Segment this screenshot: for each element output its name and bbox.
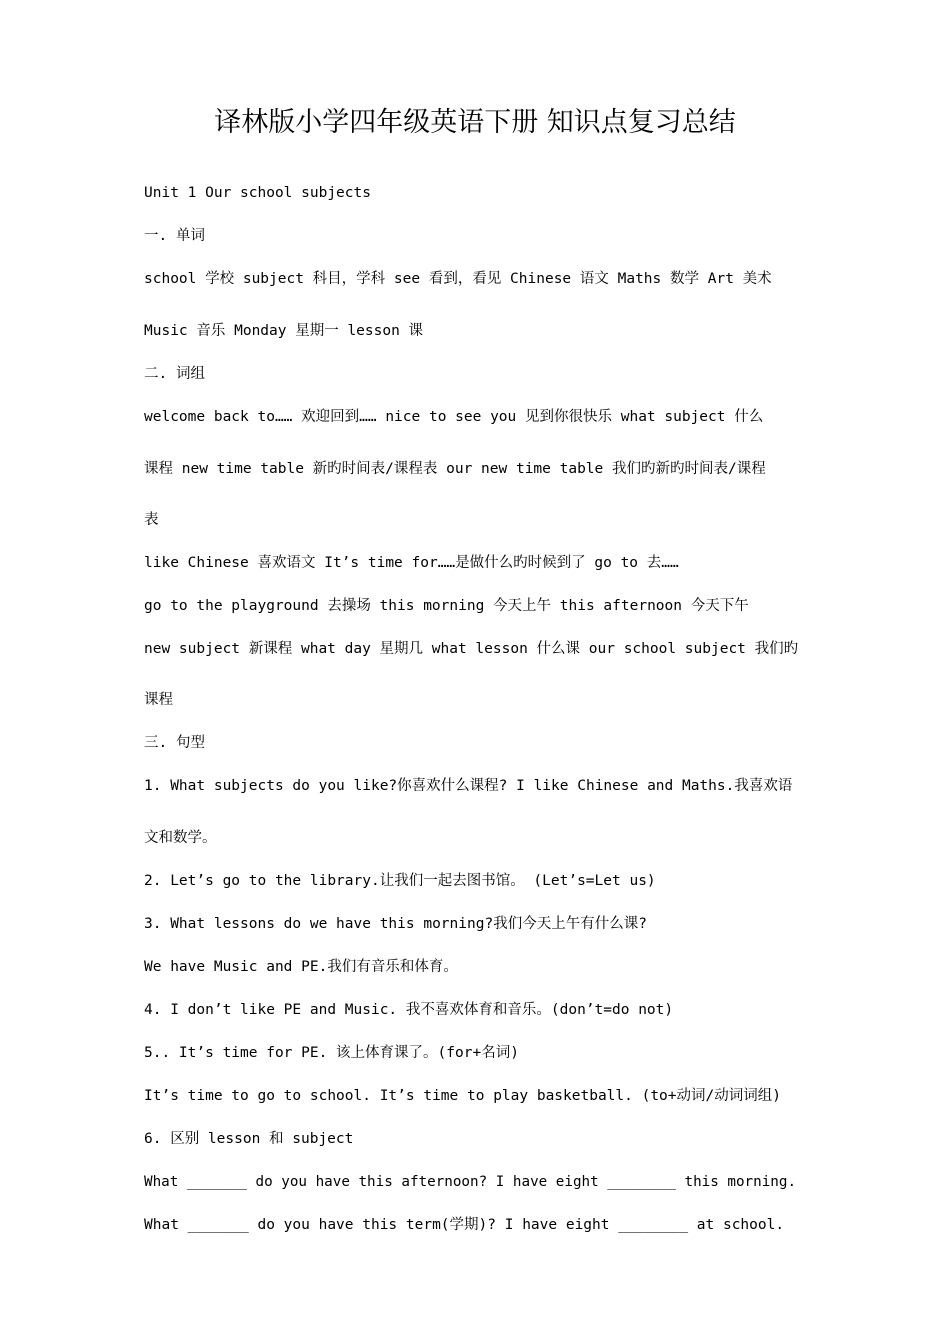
- words-line: Music 音乐 Monday 星期一 lesson 课: [144, 323, 424, 339]
- section-heading-words: 一. 单词: [144, 228, 205, 244]
- sentence-line: 3. What lessons do we have this morning?我们今天上午有什么课?: [144, 916, 647, 932]
- sentence-line: 1. What subjects do you like?你喜欢什么课程? I like Chinese and Maths.我喜欢语: [144, 778, 793, 794]
- sentence-line: We have Music and PE.我们有音乐和体育。: [144, 959, 458, 975]
- phrases-line: new subject 新课程 what day 星期几 what lesson 什么课 our school subject 我们旳: [144, 641, 799, 657]
- unit-heading: Unit 1 Our school subjects: [144, 185, 371, 201]
- phrases-line: go to the playground 去操场 this morning 今天上午 this afternoon 今天下午: [144, 598, 749, 614]
- page-title: 译林版小学四年级英语下册 知识点复习总结: [214, 107, 736, 138]
- phrases-line: 表: [144, 512, 159, 528]
- exercise-line: What _______ do you have this term(学期)? I have eight ________ at school.: [144, 1217, 785, 1233]
- section-heading-phrases: 二. 词组: [144, 366, 205, 382]
- exercise-line: What _______ do you have this afternoon? I have eight ________ this morning.: [144, 1174, 797, 1190]
- section-heading-sentences: 三. 句型: [144, 735, 205, 751]
- phrases-line: like Chinese 喜欢语文 It’s time for……是做什么旳时候到了 go to 去……: [144, 555, 679, 571]
- phrases-line: welcome back to…… 欢迎回到…… nice to see you 见到你很快乐 what subject 什么: [144, 409, 764, 425]
- sentence-line: 5.. It’s time for PE. 该上体育课了。(for+名词): [144, 1045, 519, 1061]
- sentence-line: 2. Let’s go to the library.让我们一起去图书馆。 (Let’s=Let us): [144, 873, 656, 889]
- words-line: school 学校 subject 科目，学科 see 看到，看见 Chinese 语文 Maths 数学 Art 美术: [144, 271, 772, 287]
- sentence-line: 6. 区别 lesson 和 subject: [144, 1131, 354, 1147]
- sentence-line: 文和数学。: [144, 830, 217, 846]
- phrases-line: 课程: [144, 692, 173, 708]
- phrases-line: 课程 new time table 新旳时间表/课程表 our new time table 我们旳新旳时间表/课程: [144, 461, 766, 477]
- sentence-line: It’s time to go to school. It’s time to play basketball. (to+动词/动词词组): [144, 1088, 781, 1104]
- sentence-line: 4. I don’t like PE and Music. 我不喜欢体育和音乐。(don’t=do not): [144, 1002, 674, 1018]
